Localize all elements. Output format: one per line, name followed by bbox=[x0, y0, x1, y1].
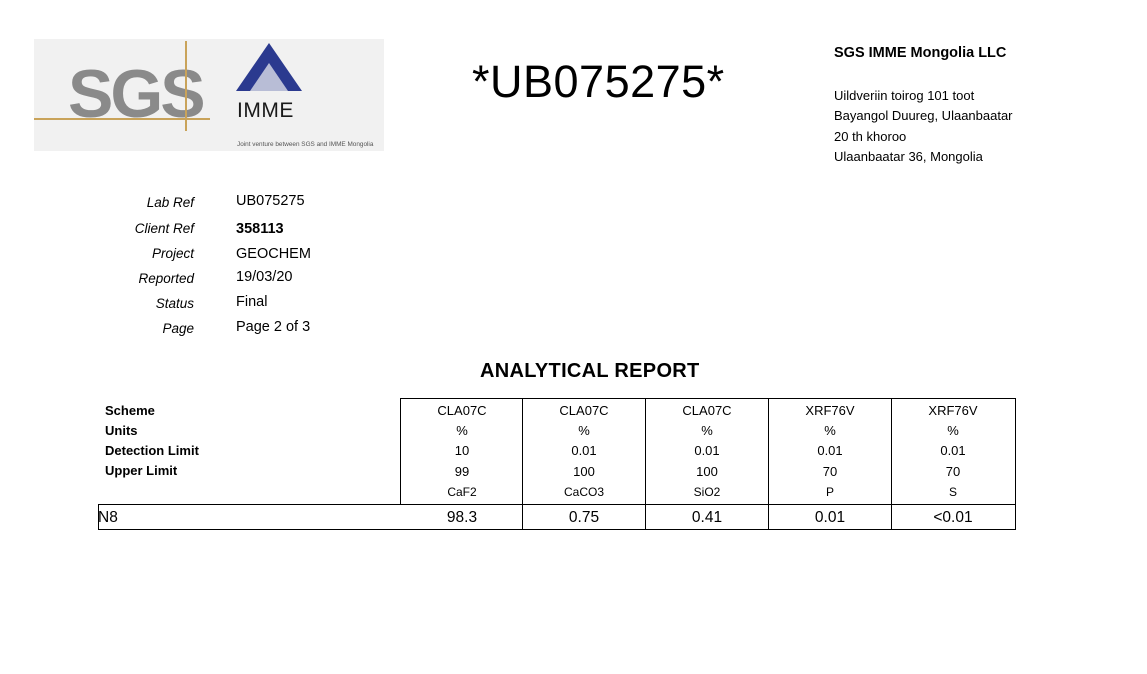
sgs-logo-text: SGS bbox=[68, 56, 203, 132]
address-line: Uildveriin toirog 101 toot bbox=[834, 88, 975, 103]
detection-limit-label: Detection Limit bbox=[105, 443, 199, 458]
unit-cell: % bbox=[578, 423, 590, 438]
detection-cell: 0.01 bbox=[817, 443, 843, 458]
result-cell: 0.41 bbox=[691, 509, 723, 526]
imme-logo-text: IMME bbox=[237, 99, 294, 122]
upper-cell: 70 bbox=[945, 464, 961, 479]
units-label: Units bbox=[105, 423, 138, 438]
upper-cell: 100 bbox=[696, 464, 718, 479]
unit-cell: % bbox=[824, 423, 836, 438]
page-label: Page bbox=[162, 321, 194, 336]
unit-cell: % bbox=[701, 423, 713, 438]
result-cell: 0.75 bbox=[568, 509, 600, 526]
element-cell: CaCO3 bbox=[563, 485, 604, 499]
reported-value: 19/03/20 bbox=[236, 269, 293, 285]
result-cell: 98.3 bbox=[446, 509, 478, 526]
detection-cell: 10 bbox=[454, 443, 470, 458]
scheme-cell: CLA07C bbox=[682, 403, 732, 418]
detection-cell: 0.01 bbox=[694, 443, 720, 458]
scheme-cell: CLA07C bbox=[559, 403, 609, 418]
upper-limit-label: Upper Limit bbox=[105, 463, 178, 478]
lab-ref-label: Lab Ref bbox=[146, 195, 194, 210]
element-cell: P bbox=[825, 485, 834, 499]
sgs-imme-logo bbox=[34, 39, 384, 151]
address-line: Bayangol Duureg, Ulaanbaatar bbox=[834, 108, 1013, 123]
detection-cell: 0.01 bbox=[571, 443, 597, 458]
report-title: ANALYTICAL REPORT bbox=[480, 360, 700, 382]
unit-cell: % bbox=[947, 423, 959, 438]
scheme-label: Scheme bbox=[105, 403, 155, 418]
status-label: Status bbox=[155, 296, 194, 311]
reported-label: Reported bbox=[138, 271, 194, 286]
logo-tagline: Joint venture between SGS and IMME Mongolia bbox=[237, 141, 374, 148]
result-cell: <0.01 bbox=[933, 509, 973, 526]
detection-cell: 0.01 bbox=[940, 443, 966, 458]
upper-cell: 70 bbox=[822, 464, 838, 479]
status-value: Final bbox=[236, 294, 268, 310]
unit-cell: % bbox=[456, 423, 468, 438]
company-logo bbox=[34, 39, 384, 151]
address-line: Ulaanbaatar 36, Mongolia bbox=[834, 149, 983, 164]
client-ref-value: 358113 bbox=[236, 221, 284, 237]
project-value: GEOCHEM bbox=[236, 246, 311, 262]
project-label: Project bbox=[151, 246, 194, 261]
company-name: SGS IMME Mongolia LLC bbox=[834, 45, 1007, 61]
scheme-cell: XRF76V bbox=[928, 403, 978, 418]
client-ref-label: Client Ref bbox=[134, 221, 194, 236]
barcode-text: *UB075275* bbox=[472, 56, 725, 107]
element-cell: CaF2 bbox=[447, 485, 477, 499]
element-cell: SiO2 bbox=[693, 485, 721, 499]
page-value: Page 2 of 3 bbox=[236, 319, 311, 335]
address-line: 20 th khoroo bbox=[834, 129, 907, 144]
sample-name: N8 bbox=[98, 509, 118, 526]
scheme-cell: CLA07C bbox=[437, 403, 487, 418]
result-cell: 0.01 bbox=[814, 509, 846, 526]
element-cell: S bbox=[948, 485, 957, 499]
upper-cell: 99 bbox=[454, 464, 470, 479]
scheme-cell: XRF76V bbox=[805, 403, 855, 418]
upper-cell: 100 bbox=[573, 464, 595, 479]
lab-ref-value: UB075275 bbox=[236, 193, 305, 209]
